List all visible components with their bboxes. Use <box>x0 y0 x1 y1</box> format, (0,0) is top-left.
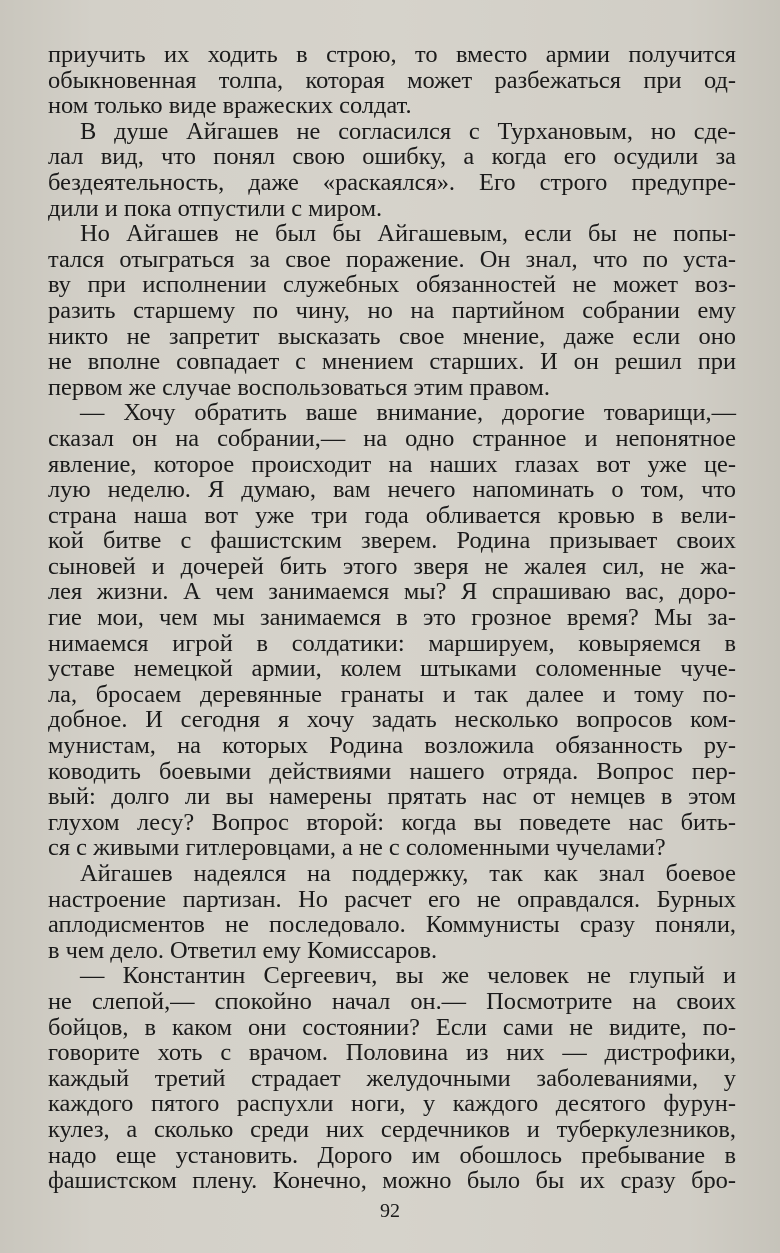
text-line: ву при исполнении служебных обязанностей не может воз- <box>48 271 736 299</box>
text-line: уставе немецкой армии, колем штыками соломенные чуче- <box>48 655 736 683</box>
text-line: говорите хоть с врачом. Половина из них — дистрофики, <box>48 1039 736 1067</box>
text-line: дили и пока отпустили с миром. <box>48 194 383 222</box>
text-line: не слепой,— спокойно начал он.— Посмотрите на своих <box>48 987 736 1015</box>
text-line: В душе Айгашев не согласился с Турхановым, но сде- <box>80 117 736 145</box>
page-body-text <box>48 42 736 1194</box>
text-line: тался отыграться за свое поражение. Он знал, что по уста- <box>48 245 736 273</box>
text-line: мунистам, на которых Родина возложила обязанность ру- <box>48 732 736 760</box>
text-line: разить старшему по чину, но на партийном собрании ему <box>48 296 736 324</box>
text-line: лую неделю. Я думаю, вам нечего напоминать о том, что <box>48 476 736 504</box>
text-line: кой битве с фашистским зверем. Родина призывает своих <box>48 527 736 555</box>
text-line: лея жизни. А чем занимаемся мы? Я спрашиваю вас, доро- <box>48 578 736 606</box>
text-line: ководить боевыми действиями нашего отряда. Вопрос пер- <box>48 757 736 785</box>
text-line: гие мои, чем мы занимаемся в это грозное время? Мы за- <box>48 604 736 632</box>
text-line: сыновей и дочерей бить этого зверя не жалея сил, не жа- <box>48 552 736 580</box>
text-line: каждый третий страдает желудочными заболеваниями, у <box>48 1064 736 1092</box>
text-line: — Константин Сергеевич, вы же человек не глупый и <box>80 962 736 990</box>
text-line: нимаемся игрой в солдатики: маршируем, ковыряемся в <box>48 629 736 657</box>
text-line: лал вид, что понял свою ошибку, а когда его осудили за <box>48 143 736 171</box>
text-line: Айгашев надеялся на поддержку, так как знал боевое <box>80 860 736 887</box>
text-line: ся с живыми гитлеровцами, а не с соломенными чучелами? <box>48 834 666 862</box>
text-line: добное. И сегодня я хочу задать несколько вопросов ком- <box>48 706 736 734</box>
text-line: бойцов, в каком они состоянии? Если сами не видите, по- <box>48 1013 736 1041</box>
text-line: каждого пятого распухли ноги, у каждого десятого фурун- <box>48 1090 736 1118</box>
text-line: не вполне совпадает с мнением старших. И он решил при <box>48 348 736 376</box>
text-line: ла, бросаем деревянные гранаты и так далее и тому по- <box>48 680 736 708</box>
text-line: Но Айгашев не был бы Айгашевым, если бы не попы- <box>80 220 736 248</box>
text-line: — Хочу обратить ваше внимание, дорогие товарищи,— <box>80 399 736 427</box>
text-line: надо еще установить. Дорого им обошлось пребывание в <box>48 1141 736 1169</box>
text-line: ном только виде вражеских солдат. <box>48 92 412 120</box>
page-number: 92 <box>380 1200 400 1222</box>
text-line: вый: долго ли вы намерены прятать нас от немцев в этом <box>48 783 736 811</box>
text-line: никто не запретит высказать свое мнение, даже если оно <box>48 322 736 350</box>
text-line: страна наша вот уже три года обливается кровью в вели- <box>48 501 736 529</box>
text-line: сказал он на собрании,— на одно странное и непонятное <box>48 424 736 452</box>
text-line: первом же случае воспользоваться этим правом. <box>48 373 550 401</box>
text-line: аплодисментов не последовало. Коммунисты сразу поняли, <box>48 911 736 939</box>
text-line: кулез, а сколько среди них сердечников и туберкулезников, <box>48 1115 736 1143</box>
text-line: настроение партизан. Но расчет его не оправдался. Бурных <box>48 885 736 913</box>
text-line: фашистском плену. Конечно, можно было бы их сразу бро- <box>48 1167 736 1195</box>
text-line: приучить их ходить в строю, то вместо армии получится <box>48 41 736 68</box>
text-line: глухом лесу? Вопрос второй: когда вы поведете нас бить- <box>48 808 736 836</box>
text-line: бездеятельность, даже «раскаялся». Его строго предупре- <box>48 168 736 196</box>
text-line: явление, которое происходит на наших глазах вот уже це- <box>48 450 736 478</box>
text-line: обыкновенная толпа, которая может разбежаться при од- <box>48 66 736 94</box>
text-line: в чем дело. Ответил ему Комиссаров. <box>48 936 438 964</box>
